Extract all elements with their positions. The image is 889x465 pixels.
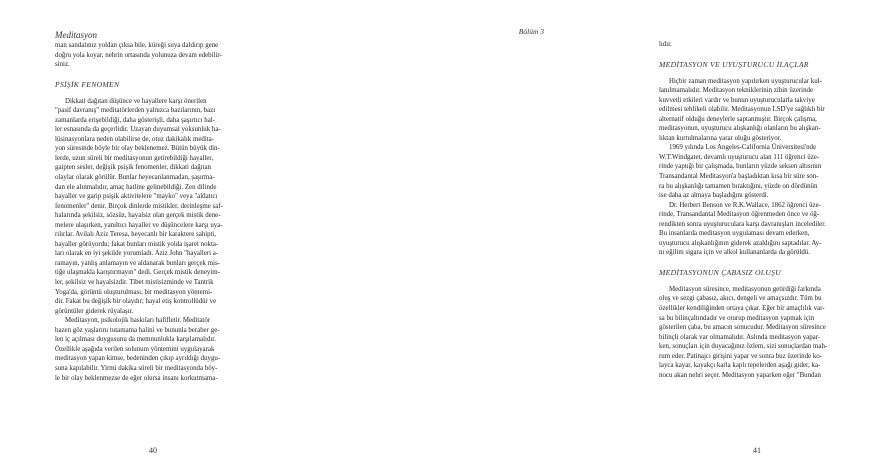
left-page (0, 0, 319, 465)
running-header-right: Bölüm 3 (518, 27, 544, 36)
section2-paragraph-1: Meditasyon süresince, meditasyonun getirdiği farkında oluş ve sezgi çabasız, akıcı, dengeli ve amaçsızdır. Tüm bu özellikler kendiliğinden ortaya çıkar. Eğer bir amaçlılık var- sa bu bilinçaltındadır ve oturup meditasyon yapmak için gösterilen çaba, bu amacın sonucudur. Meditasyon süresince bilinçli olarak var olmamalıdır. Aslında meditasyon yapar- ken, sonuçları için duyacağınız özlem, sizi sonuçlardan mah- rum eder. Patinajcı girişini yapar ve sonra buz üzerinde ko- layca kayar, kayakçı karla kaplı tepelerden aşağı gider, ka- nocu akan nehri seçer. Meditasyon yaparken eğer "Bundan (659, 285, 828, 379)
page-number-right: 41 (753, 446, 761, 455)
page-number-left: 40 (149, 446, 157, 455)
closing-paragraph: Meditasyon, psikolojik baskıları hafifletir. Meditatör bazen göz yaşlarını tutamama halini ve bununla beraber ge- len iç açılması duygusunu da memnunlukla karşılamalıdır. Özellikle aşağıda verilen solunum yöntemini uygulayarak meditasyon yapan kimse, bedeninden çıkıp ayrıldığı duygu- suna kapılabilir. Yirmi dakika süreli bir meditasyonda böy- le bir olay beklenmezse de eğer olursa insanı korkutmama- (55, 317, 221, 382)
section-title-cabasiz-olus: MEDİTASYONUN ÇABASIZ OLUŞU (659, 267, 781, 277)
section1-paragraph-3: Dr. Herbert Benson ve R.K.Wallace, 1862 öğrenci üze- rinde, Transandantal Meditasyon öğrenmeden önce ve öğ- rendikten sonra uyuşturuculara karşı davranışları incelediler. Bu insanlarda meditasyon uygulaması devam ederken, uyuşturucu alışkanlığının giderek azaldığını saptadılar. Ay- nı eğilim sigara için ve alkol kullananlarda da görüldü. (659, 201, 826, 257)
section-body-paragraph: Dikkati dağıtan düşünce ve hayallere karşı önerilen "pasif davranış" meditatörlerden yalnızca bazılarının, bazı zamanlarda erişebildiği, daha gösterişli, daha şaşırtıcı hal- ler esnasında da geçerlidir. Uzayan duyumsal yoksunluk ha- lüsinasyonlara neden olabilirse de, otuz dakikalık medita- yon süresinde böyle bir olay beklenemez. Bütün büyük din- lerde, uzun süreli bir meditasyonun getirebildiği hayaller, gaipten sesler, değişik psişik fenomenler, dikkati dağıtan olaylar olarak görülür. Bunlar heyecanlanmadan, şaşırma- dan ele alınmalıdır, amaç hatline gelinebildiği. Zen dilinde hayaller ve garip psişik aktivitelere "mayko" veya "aldatıcı fenomenler" denir. Birçok dinlerde mistikler, derinleşme saf- halarında şekilsiz, sözsüz, hayalsiz olan gerçek mistik dene- melere ulaşırken, yanıltıcı hayaller ve düşüncelere karşı uya- rılırlar. Avilalı Aziz Teresa, heyecanlı bir karaktere sahipti, hayaller görüyordu; fakat bunları mistik yolda işaret nokta- ları olarak en iyi şekilde yorumladı. Aziz John "hayalleri a- ramayın, yanlış anlamayın ve aldanarak bunları gerçek mis- tiğe ulaşmakla karıştırmayın" dedi. Gerçek mistik deneyim- ler, şekilsiz ve hayalsizdir. Tibet mistisizminde ve Tantrik Yoga'da, görüntü oluşturulması, bir meditasyon yöntemi- dir. Fakat bu değişik bir olaydır; hayal etiş kontrollüdür ve görüntüler giderek rüyalaşır. (55, 97, 223, 315)
right-page (319, 0, 828, 465)
intro-fragment: lıdır. (659, 41, 672, 48)
section1-paragraph-1: Hiçbir zaman meditasyon yapılırken uyuşturucular kul- lanılmamalıdır. Meditasyon tekniklerinin zihin üzerinde kuvvetli etkileri vardır ve bunun uyuşturucularla takviye edilmesi tehlikeli olabilir. Meditasyonun LSD'ye sağlıklı bir alternatif olduğu deneylerle saptanmıştır. Birçok çalışma, meditasyonun, uyuşturucu alışkanlığı olanların bu alışkan- lıktan kurtulmalarına yarar oluğu gösteriyor. (659, 77, 825, 142)
intro-paragraph: man sandalınız yoldan çıksa bile, küreği suya daldırıp gene doğru yola koyar, nehrin ortasında yolunuza devam edebilir- siniz. (55, 42, 222, 69)
left-text-column (55, 41, 273, 383)
running-header-left: Meditasyon (55, 30, 97, 40)
right-text-column (659, 40, 889, 380)
section1-paragraph-2: 1969 yılında Los Angeles-California Üniversitesi'nde W.T.Windgatet, devamlı uyuşturucu alan 111 öğrenci üze- rinde yaptığı bir çalışmada, bunların yüzde seksen altısının Transandantal Meditasyon'a başladıktan kısa bir süre son- ra bu alışkanlığı tamamen bıraktığını, yüzde on dördünün ise daha az almaya başladığını gösterdi. (659, 144, 822, 200)
section-title-psisik-fenomen: PSİŞİK FENOMEN (55, 79, 120, 89)
section-title-meditasyon-ve-uyusturucu: MEDİTASYON VE UYUŞTURUCU İLAÇLAR (659, 59, 809, 69)
